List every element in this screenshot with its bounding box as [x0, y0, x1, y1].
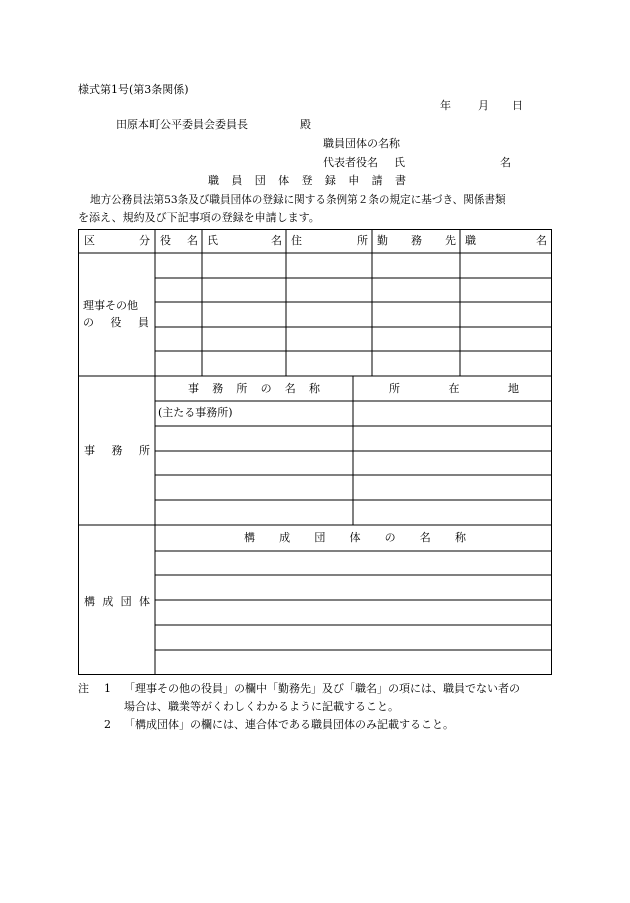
member-header: 構 成 団 体 の 名 称: [244, 531, 466, 544]
office-header-name: 事 務 所 の 名 称: [188, 382, 320, 395]
header-position: 役 名: [160, 234, 198, 247]
rep-name-label-2: 名: [500, 156, 511, 169]
body-text-line2: を添え、規約及び下記事項の登録を申請します。: [78, 211, 320, 224]
title-char: 登: [301, 174, 313, 187]
date-month-label: 月: [478, 99, 489, 112]
office-header-location: 所 在 地: [389, 382, 519, 395]
title-char: 書: [395, 174, 406, 187]
note-1-number: 1: [104, 682, 111, 695]
office-label: 事 務 所: [84, 444, 150, 457]
note-1-line1: 「理事その他の役員」の欄中「勤務先」及び「職名」の項には、職員でない者の: [124, 682, 520, 695]
note-2-number: 2: [104, 718, 111, 731]
officers-label-line2: の 役 員: [83, 316, 149, 329]
document-title: [208, 174, 406, 188]
body-text-line1: 地方公務員法第53条及び職員団体の登録に関する条例第２条の規定に基づき、関係書類: [90, 194, 506, 206]
org-name-label: 職員団体の名称: [323, 137, 400, 150]
header-name: 氏 名: [207, 234, 282, 247]
rep-name-label-1: 氏: [394, 156, 405, 169]
officers-label-line1: 理事その他: [83, 299, 138, 312]
title-char: 員: [231, 174, 243, 187]
rep-title-label: 代表者役名: [323, 156, 378, 169]
title-char: 体: [278, 174, 290, 187]
header-address: 住 所: [291, 234, 368, 247]
main-office-note: (主たる事務所): [158, 406, 233, 419]
member-label: 構 成 団 体: [84, 595, 150, 608]
addressee-honorific: 殿: [300, 118, 311, 131]
notes-prefix: 注: [78, 682, 89, 695]
title-char: 録: [324, 174, 336, 187]
date-day-label: 日: [512, 99, 523, 112]
header-category: 区 分: [84, 234, 150, 247]
registration-table: [78, 229, 552, 675]
addressee-name: 田原本町公平委員会委員長: [116, 118, 248, 131]
title-char: 職: [208, 174, 219, 187]
date-year-label: 年: [440, 99, 451, 112]
note-1-line2: 場合は、職業等がくわしくわかるように記載すること。: [124, 700, 399, 713]
title-char: 請: [371, 174, 383, 187]
header-job: 職 名: [465, 234, 547, 247]
title-char: 団: [254, 174, 266, 187]
form-number: 様式第1号(第3条関係): [78, 83, 189, 96]
note-2-line1: 「構成団体」の欄には、連合体である職員団体のみ記載すること。: [124, 718, 454, 731]
title-char: 申: [348, 174, 360, 187]
header-workplace: 勤 務 先: [377, 234, 456, 247]
